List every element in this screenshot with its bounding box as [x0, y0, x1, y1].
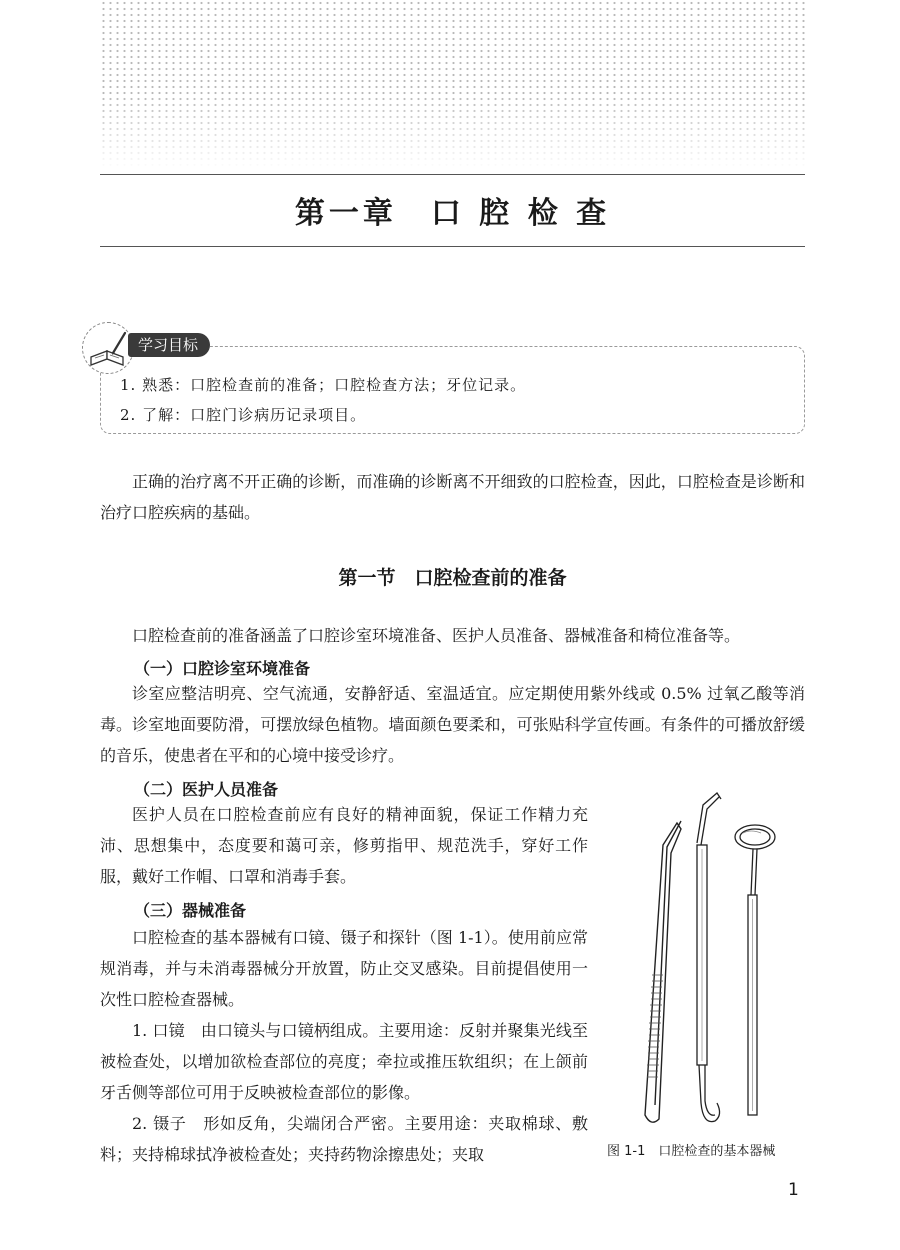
- chapter-title: 第一章 口 腔 检 查: [294, 196, 611, 231]
- dental-instruments-figure: [615, 785, 815, 1135]
- book-pen-icon: [82, 322, 134, 374]
- chapter-rule-bottom: [100, 246, 805, 247]
- objective-item: 1. 熟悉：口腔检查前的准备；口腔检查方法；牙位记录。: [120, 376, 527, 394]
- page-number: 1: [788, 1180, 799, 1200]
- objective-item: 2. 了解：口腔门诊病历记录项目。: [120, 406, 367, 424]
- intro-text: 正确的治疗离不开正确的诊断，而准确的诊断离不开细致的口腔检查，因此，口腔检查是诊断和治疗口腔疾病的基础。: [100, 472, 805, 522]
- environment-paragraph: [100, 678, 805, 771]
- intro-paragraph: [100, 466, 805, 528]
- subsection-heading-environment: （一）口腔诊室环境准备: [134, 659, 311, 678]
- staff-paragraph: [100, 799, 588, 892]
- header-dot-pattern: [100, 0, 805, 170]
- section-title: 第一节 口腔检查前的准备: [338, 567, 567, 589]
- explorer-probe-illustration: [697, 793, 721, 1122]
- section-intro-text: 口腔检查前的准备涵盖了口腔诊室环境准备、医护人员准备、器械准备和椅位准备等。: [132, 626, 741, 645]
- instruments-paragraph: [100, 922, 588, 1170]
- instruments-text: 口腔检查的基本器械有口镜、镊子和探针（图 1-1）。使用前应常规消毒，并与未消毒器械分开放置，防止交叉感染。目前提倡使用一次性口腔检查器械。: [100, 928, 588, 1009]
- learning-objectives-label: 学习目标: [128, 333, 210, 357]
- mouth-mirror-text: 1. 口镜 由口镜头与口镜柄组成。主要用途：反射并聚集光线至被检查处，以增加欲检查部位的亮度；牵拉或推压软组织；在上颌前牙舌侧等部位可用于反映被检查部位的影像。: [100, 1021, 588, 1102]
- section-intro-paragraph: [100, 620, 805, 651]
- mouth-mirror-illustration: [735, 825, 775, 1115]
- tweezers-illustration: [645, 821, 681, 1122]
- environment-text: 诊室应整洁明亮、空气流通，安静舒适、室温适宜。应定期使用紫外线或 0.5% 过氧乙酸等消毒。诊室地面要防滑，可摆放绿色植物。墙面颜色要柔和，可张贴科学宣传画。有条件的可播放舒缓的音乐，使患者在平和的心境中接受诊疗。: [100, 684, 805, 765]
- subsection-heading-staff: （二）医护人员准备: [134, 780, 279, 799]
- subsection-heading-instruments: （三）器械准备: [134, 901, 247, 920]
- tweezers-text: 2. 镊子 形如反角，尖端闭合严密。主要用途：夹取棉球、敷料；夹持棉球拭净被检查处；夹持药物涂擦患处；夹取: [100, 1114, 588, 1164]
- staff-text: 医护人员在口腔检查前应有良好的精神面貌，保证工作精力充沛、思想集中，态度要和蔼可亲，修剪指甲、规范洗手，穿好工作服，戴好工作帽、口罩和消毒手套。: [100, 805, 588, 886]
- chapter-rule-top: [100, 174, 805, 175]
- figure-caption: 图 1-1 口腔检查的基本器械: [607, 1144, 776, 1159]
